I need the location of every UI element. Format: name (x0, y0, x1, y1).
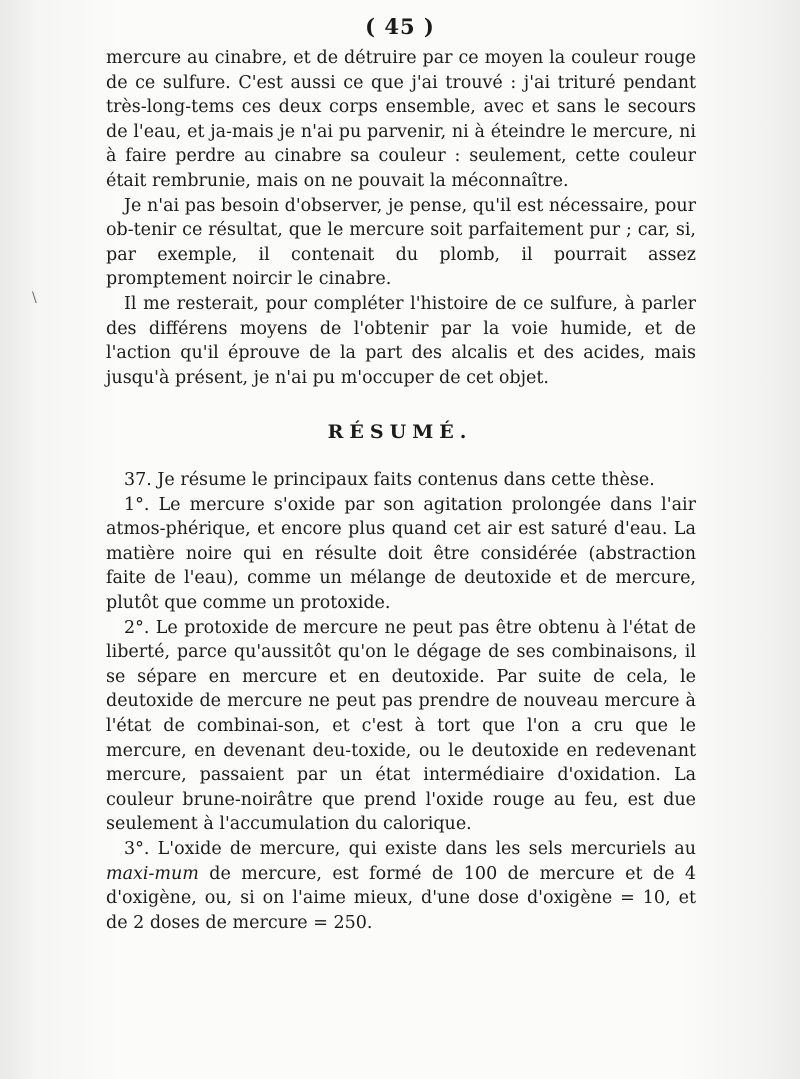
paragraph-purity-note: Je n'ai pas besoin d'observer, je pense, qu'il est nécessaire, pour ob-tenir ce résultat, que le mercure soit parfaitement pur ; car, si, par exemple, il contenait du plomb, il pourrait assez promptement noircir le cinabre. (106, 195, 696, 290)
paragraph-point-1: 1°. Le mercure s'oxide par son agitation prolongée dans l'air atmos-phérique, et encore plus quand cet air est saturé d'eau. La matière noire qui en résulte doit être considérée (abstraction faite de l'eau), comme un mélange de deutoxide et de mercure, plutôt que comme un protoxide. (106, 494, 696, 613)
paragraph-point-2: 2°. Le protoxide de mercure ne peut pas être obtenu à l'état de liberté, parce qu'aussitôt qu'on le dégage de ses combinaisons, il se sépare en mercure et en deutoxide. Par suite de cela, le deutoxide de mercure ne peut pas prendre de nouveau mercure à l'état de combinai-son, et c'est à tort que l'on a cru que le mercure, en devenant deu-toxide, ou le deutoxide en redevenant mercure, passaient par un état intermédiaire d'oxidation. La couleur brune-noirâtre que prend l'oxide rouge au feu, est due seulement à l'accumulation du calorique. (106, 617, 696, 835)
page-number: ( 45 ) (365, 14, 435, 39)
point-3-italic: maxi-mum (106, 863, 199, 884)
point-3-lead: 3°. L'oxide de mercure, qui existe dans les sels mercuriels au (124, 838, 696, 859)
paragraph-point-3 (106, 837, 696, 935)
paragraph-continuation: mercure au cinabre, et de détruire par ce moyen la couleur rouge de ce sulfure. C'est aussi ce que j'ai trouvé : j'ai trituré pendant très-long-tems ces deux corps ensemble, avec et sans le secours de l'eau, et ja-mais je n'ai pu parvenir, ni à éteindre le mercure, ni à faire perdre au cinabre sa couleur : seulement, cette couleur était rembrunie, mais on ne pouvait la méconnaître. (106, 48, 696, 191)
body-text-summary (106, 468, 696, 935)
margin-mark: \ (32, 290, 37, 306)
body-text-top (106, 46, 696, 390)
point-3-rest: de mercure, est formé de 100 de mercure et de 4 d'oxigène, ou, si on l'aime mieux, d'une dose d'oxigène = 10, et de 2 doses de mercure = 250. (106, 863, 696, 933)
paragraph-remaining-work: Il me resterait, pour compléter l'histoire de ce sulfure, à parler des différens moyens de l'obtenir par la voie humide, et de l'action qu'il éprouve de la part des alcalis et des acides, mais jusqu'à présent, je n'ai pu m'occuper de cet objet. (106, 293, 696, 388)
section-heading: RÉSUMÉ. (327, 421, 473, 443)
paragraph-37: 37. Je résume le principaux faits contenus dans cette thèse. (124, 470, 655, 490)
